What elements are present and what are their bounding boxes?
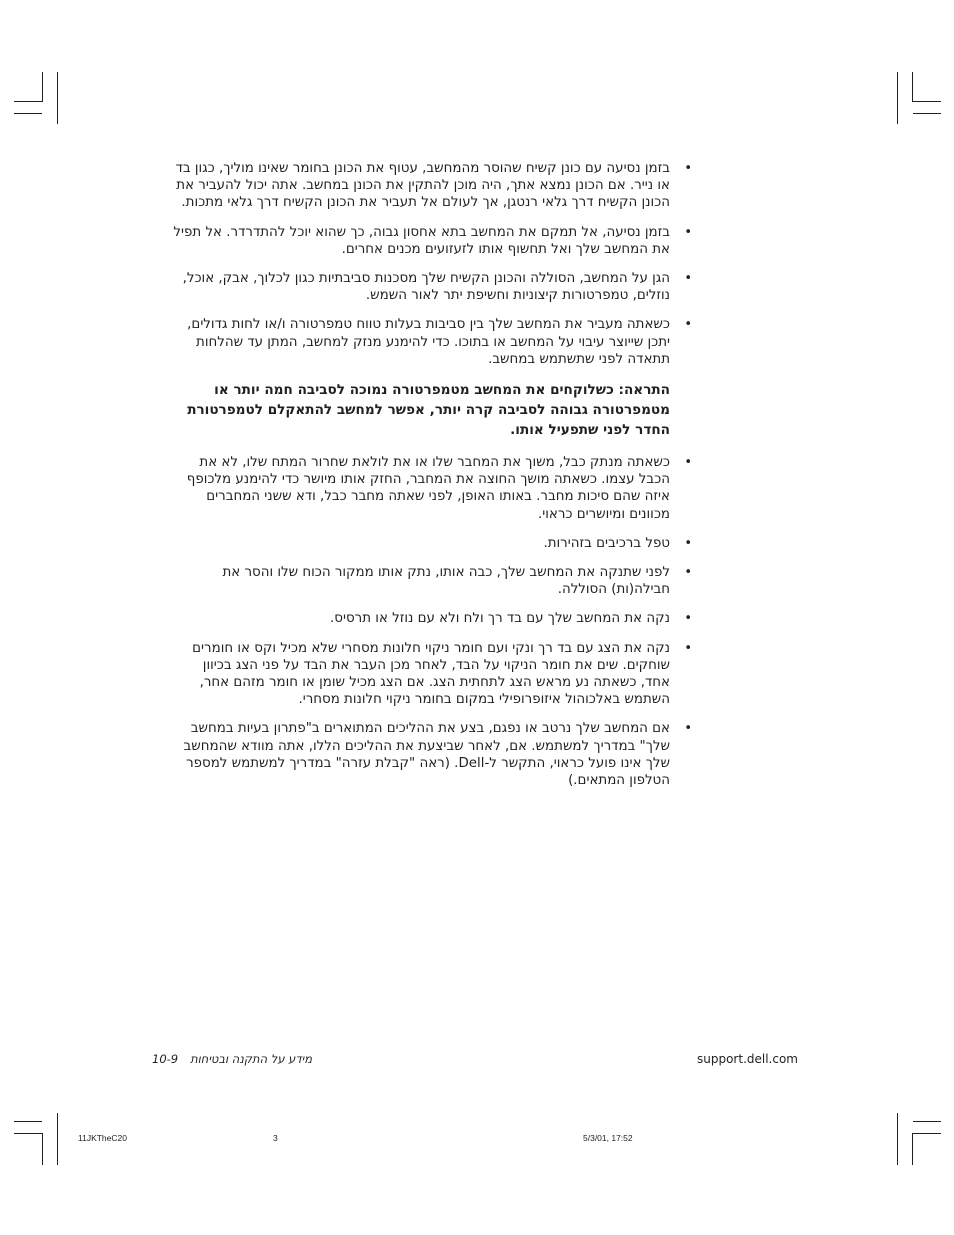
list-item: • נקה את המחשב שלך עם בד רך ולח ולא עם נוזל או תרסיס. xyxy=(330,611,692,627)
bullet-icon: • xyxy=(684,455,692,471)
page-number: 10-9 xyxy=(152,1052,179,1066)
crop-mark xyxy=(14,101,42,102)
crop-mark xyxy=(57,1113,58,1165)
crop-mark xyxy=(14,1121,42,1122)
bullet-icon: • xyxy=(684,640,692,656)
list-item: • כשאתה מנתק כבל, משוך את המחבר שלו או את לולאת שחרור המתח שלו, לא את הכבל עצמו. כשאתה מושך החוצה את המחבר, החזק אותו מיושר כדי להימנע מלכופף איזה שהם סיכות מחבר. באותו האופן, לפני שאתה מחבר כבל, ודא ששני המחברים מכוונים ומיושרים כראוי. xyxy=(186,455,692,522)
crop-mark xyxy=(42,1133,43,1165)
bullet-icon: • xyxy=(684,317,692,333)
bullet-list-bottom xyxy=(170,454,692,789)
footer-url: support.dell.com xyxy=(697,1052,798,1066)
crop-mark xyxy=(912,72,913,102)
crop-mark xyxy=(14,1133,42,1134)
warning-notice: התראה: כשלוקחים את המחשב מטמפרטורה נמוכה לסביבה חמה יותר או מטמפרטורה גבוהה לסביבה קרה יותר, אפשר למחשב להתאקלם לטמפרטורת החדר לפני שתפעיל אותו. xyxy=(187,382,670,439)
crop-mark xyxy=(913,1121,941,1122)
document-body xyxy=(170,160,692,801)
bullet-icon: • xyxy=(684,535,692,551)
bullet-icon: • xyxy=(684,565,692,581)
list-item: • כשאתה מעביר את המחשב שלך בין סביבות בעלות טווח טמפרטורה ו/או לחות גדולים, יתכן שייוצר עיבוי על המחשב או בתוכו. כדי להימנע מנזק למחשב, המתן עד שהלחות תתאדה לפני שתשתמש במחשב. xyxy=(187,317,692,367)
bullet-icon: • xyxy=(684,224,692,240)
footer-section-title: מידע על התקנה ובטיחות xyxy=(190,1052,313,1066)
crop-mark xyxy=(897,72,898,124)
bullet-icon: • xyxy=(684,271,692,287)
crop-mark xyxy=(57,72,58,124)
crop-mark xyxy=(42,72,43,102)
list-item: • אם המחשב שלך נרטב או נפגם, בצע את ההליכים המתוארים ב"פתרון בעיות במחשב שלך" במדריך למשתמש. אם, לאחר שביצעת את ההליכים הללו, אתה מוודא שהמחשב שלך אינו פועל כראוי, התקשר ל-Dell. (ראה "קבלת עזרה" במדריך למשתמש למספר הטלפון המתאים.) xyxy=(183,721,692,789)
bullet-icon: • xyxy=(684,721,692,737)
crop-mark xyxy=(14,113,42,114)
list-item: • לפני שתנקה את המחשב שלך, כבה אותו, נתק אותו ממקור הכוח שלו והסר את חבילה(ות) הסוללה. xyxy=(222,565,692,598)
bullet-icon: • xyxy=(684,611,692,627)
crop-mark xyxy=(913,101,941,102)
page-footer xyxy=(152,1052,312,1066)
crop-mark xyxy=(913,113,941,114)
crop-mark xyxy=(912,1133,913,1165)
list-item: • בזמן נסיעה, אל תמקם את המחשב בתא אחסון גבוה, כך שהוא יוכל להתדרדר. אל תפיל את המחשב שלך ואל תחשוף אותו לזעזועים מכנים אחרים. xyxy=(173,224,692,257)
crop-mark xyxy=(913,1133,941,1134)
bullet-icon: • xyxy=(684,161,692,176)
list-item: • בזמן נסיעה עם כונן קשיח שהוסר מהמחשב, עטוף את הכונן בחומר שאינו מוליך, כגון בד או נייר. אם הכונן נמצא אתך, היה מוכן להתקין את הכונן במחשב. אתה יכול להעביר את הכונן הקשיח דרך גלאי רנטגן, אך לעולם אל תעביר את הכונן הקשיח דרך גלאי מתכות. xyxy=(175,161,692,211)
list-item: • הגן על המחשב, הסוללה והכונן הקשיח שלך מסכנות סביבתיות כגון לכלוך, אבק, אוכל, נוזלים, טמפרטורות קיצוניות וחשיפת יתר לאור השמש. xyxy=(182,271,692,304)
slug-filename: 11JKTheC20 xyxy=(78,1133,127,1143)
crop-mark xyxy=(897,1113,898,1165)
list-item: • טפל ברכיבים בזהירות. xyxy=(543,535,692,551)
slug-datetime: 5/3/01, 17:52 xyxy=(583,1133,633,1143)
bullet-list-top xyxy=(170,160,692,368)
list-item: • נקה את הצג עם בד רך ונקי ועם חומר ניקוי חלונות מסחרי שלא מכיל וקס או חומרים שוחקים. שים את חומר הניקוי על הבד, לאחר מכן העבר את הבד על פני הצג בכיוון אחד, כשאתה נע מראש הצג לתחתית הצג. אם הצג מכיל שומן או חומר מזהם אחר, השתמש באלכוהול איזופרופילי במקום בחומר ניקוי חלונות מסחרי. xyxy=(192,640,692,708)
slug-page: 3 xyxy=(273,1133,278,1143)
